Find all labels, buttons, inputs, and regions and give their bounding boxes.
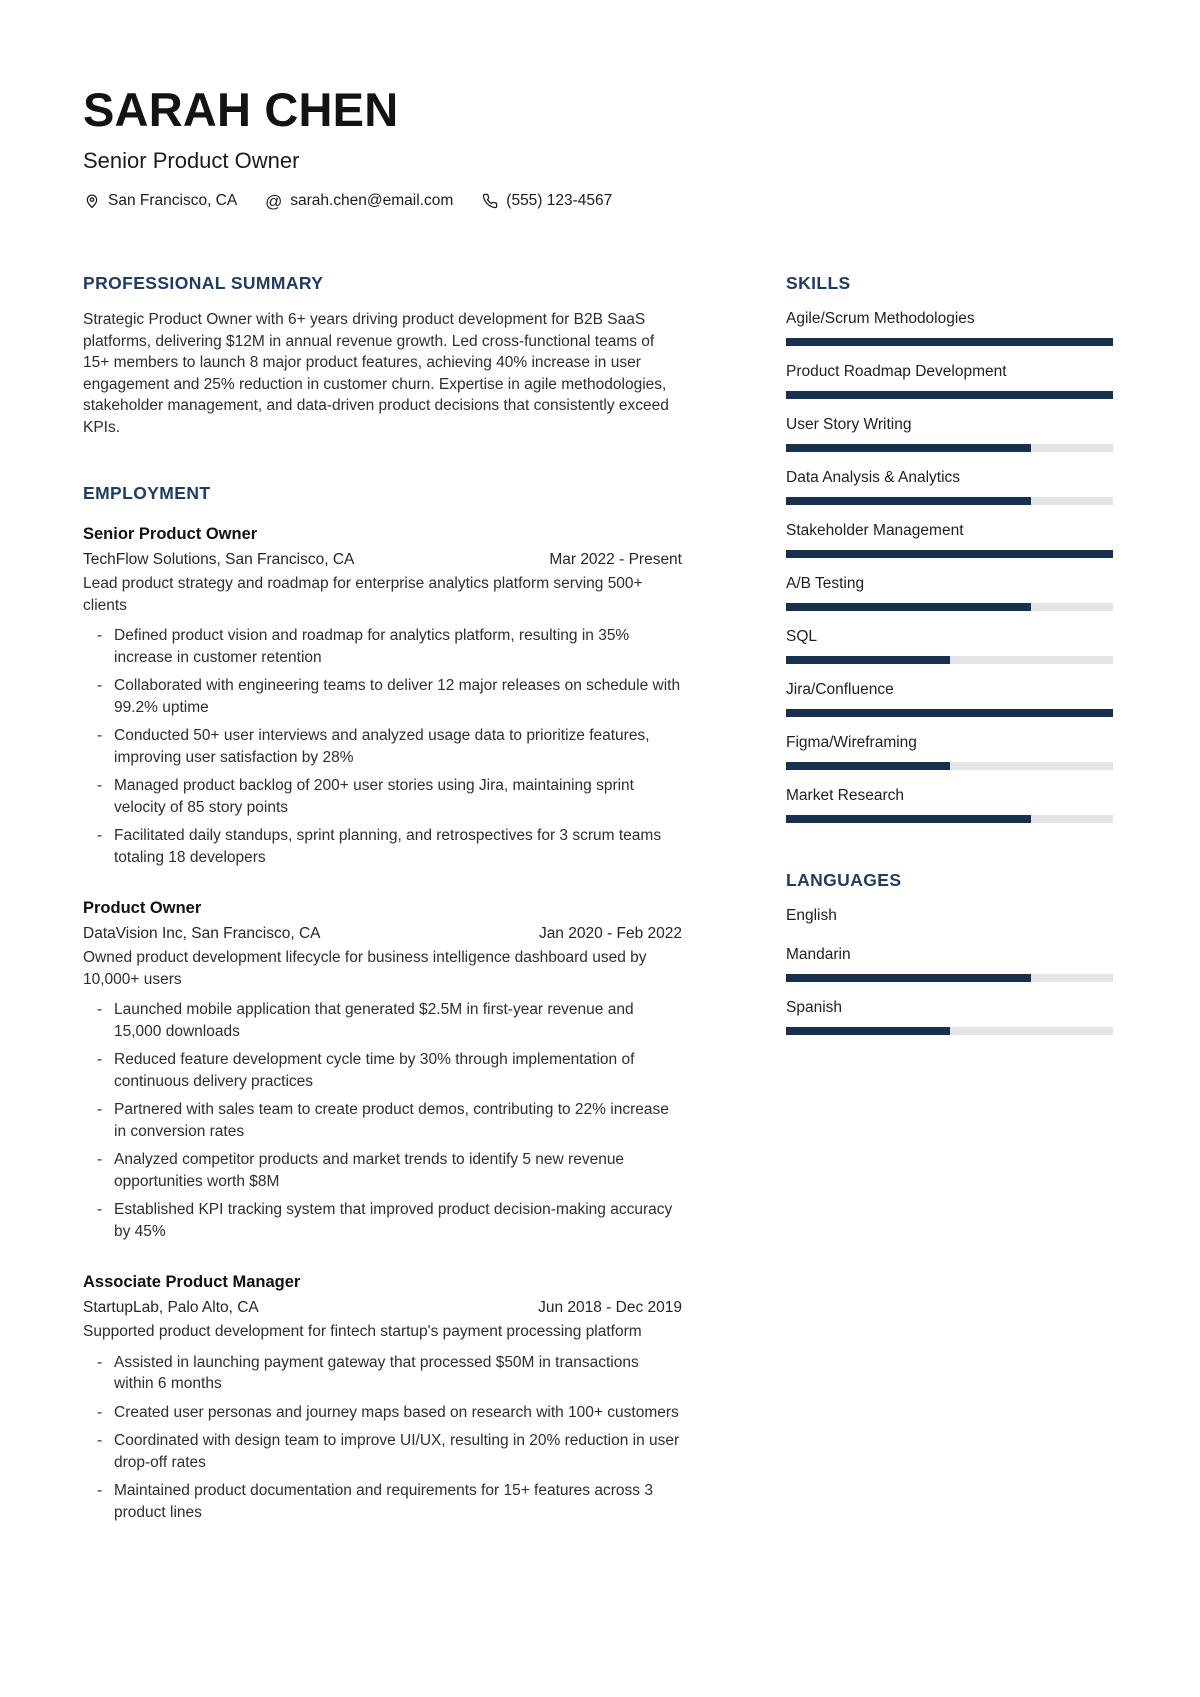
job-entry xyxy=(83,1271,682,1523)
contact-email-text: sarah.chen@email.com xyxy=(290,192,454,209)
bullet-dash-marker: - xyxy=(97,727,103,744)
skill-bar-fill xyxy=(786,444,1031,452)
skill-item xyxy=(786,786,1113,823)
professional-summary-section xyxy=(83,272,682,438)
skill-bar-track xyxy=(786,603,1113,611)
languages-heading: LANGUAGES xyxy=(786,870,902,890)
skill-bar-track xyxy=(786,709,1113,717)
job-bullet xyxy=(97,1099,682,1142)
job-dates: Jan 2020 - Feb 2022 xyxy=(538,925,682,942)
bullet-text: Defined product vision and roadmap for analytics platform, resulting in 35% increase in customer retention xyxy=(114,627,630,666)
skill-bar-fill xyxy=(786,550,1113,558)
skills-heading: SKILLS xyxy=(786,273,851,293)
skill-bar-track xyxy=(786,762,1113,770)
skill-item xyxy=(786,733,1113,770)
language-item xyxy=(786,998,1113,1035)
skill-bar-track xyxy=(786,550,1113,558)
person-name: SARAH CHEN xyxy=(83,83,399,136)
job-bullet xyxy=(97,825,682,868)
job-bullet xyxy=(97,1352,682,1395)
job-title: Senior Product Owner xyxy=(83,525,258,543)
job-entry xyxy=(83,897,682,1242)
skill-bar-fill xyxy=(786,815,1031,823)
job-bullet xyxy=(97,1402,682,1424)
skill-bar-track xyxy=(786,497,1113,505)
job-entry xyxy=(83,523,682,868)
skill-bar-fill xyxy=(786,391,1113,399)
language-bar-track xyxy=(786,1027,1113,1035)
skills-container xyxy=(786,309,1113,823)
skill-bar-fill xyxy=(786,338,1113,346)
bullet-text: Managed product backlog of 200+ user stories using Jira, maintaining sprint velocity of 85 story points xyxy=(114,777,634,816)
skill-label: Market Research xyxy=(786,787,905,804)
job-description: Lead product strategy and roadmap for enterprise analytics platform serving 500+ clients xyxy=(83,575,643,614)
bullet-dash-marker: - xyxy=(97,1482,103,1499)
skill-label: Figma/Wireframing xyxy=(786,734,917,751)
contact-email xyxy=(265,192,453,210)
job-dates: Mar 2022 - Present xyxy=(549,551,682,568)
contact-location-text: San Francisco, CA xyxy=(108,192,238,209)
job-bullet xyxy=(97,1430,682,1473)
job-title: Product Owner xyxy=(83,899,202,917)
languages-section xyxy=(786,869,1113,1035)
job-bullet xyxy=(97,1480,682,1523)
bullet-text: Analyzed competitor products and market trends to identify 5 new revenue opportunities worth $8M xyxy=(114,1151,625,1190)
bullet-text: Collaborated with engineering teams to deliver 12 major releases on schedule with 99.2% uptime xyxy=(114,677,681,716)
bullet-dash-marker: - xyxy=(97,1403,103,1421)
skill-label: SQL xyxy=(786,628,818,645)
bullet-text: Conducted 50+ user interviews and analyzed usage data to prioritize features, improving user satisfaction by 28% xyxy=(114,727,650,766)
resume-header xyxy=(83,83,1113,211)
bullet-dash-marker: - xyxy=(97,1201,103,1218)
language-bar-track xyxy=(786,974,1113,982)
job-bullet xyxy=(97,1199,682,1242)
job-meta-row xyxy=(83,549,682,570)
job-bullet xyxy=(97,725,682,768)
contact-location xyxy=(83,192,237,210)
bullet-dash-marker: - xyxy=(97,677,103,694)
skill-bar-track xyxy=(786,815,1113,823)
skill-bar-track xyxy=(786,338,1113,346)
skill-bar-fill xyxy=(786,709,1113,717)
person-job-title: Senior Product Owner xyxy=(83,148,300,173)
job-description: Supported product development for fintech startup's payment processing platform xyxy=(83,1323,642,1340)
job-bullet xyxy=(97,999,682,1042)
bullet-dash-marker: - xyxy=(97,1353,103,1371)
job-bullet-list xyxy=(83,1352,682,1524)
jobs-container xyxy=(83,523,682,1523)
job-bullet xyxy=(97,775,682,818)
professional-summary-heading: PROFESSIONAL SUMMARY xyxy=(83,273,324,293)
skill-item xyxy=(786,521,1113,558)
at-sign-icon: @ xyxy=(265,191,283,211)
bullet-dash-marker: - xyxy=(97,1051,103,1068)
language-item xyxy=(786,906,1113,926)
bullet-text: Partnered with sales team to create product demos, contributing to 22% increase in conversion rates xyxy=(114,1101,669,1140)
skill-label: Product Roadmap Development xyxy=(786,363,1007,380)
bullet-text: Facilitated daily standups, sprint planning, and retrospectives for 3 scrum teams totaling 18 developers xyxy=(114,827,662,866)
skill-label: A/B Testing xyxy=(786,575,865,592)
job-company-location: TechFlow Solutions, San Francisco, CA xyxy=(83,551,355,568)
bullet-text: Created user personas and journey maps based on research with 100+ customers xyxy=(114,1403,679,1421)
bullet-text: Established KPI tracking system that improved product decision-making accuracy by 45% xyxy=(114,1201,673,1240)
phone-icon xyxy=(481,193,498,210)
skill-bar-track xyxy=(786,391,1113,399)
bullet-text: Maintained product documentation and requirements for 15+ features across 3 product lines xyxy=(114,1482,653,1521)
bullet-dash-marker: - xyxy=(97,827,103,844)
job-bullet xyxy=(97,1049,682,1092)
job-bullet xyxy=(97,625,682,668)
bullet-dash-marker: - xyxy=(97,1001,103,1018)
professional-summary-text: Strategic Product Owner with 6+ years driving product development for B2B SaaS platforms, delivering $12M in annual revenue growth. Led cross-functional teams of 15+ members to launch 8 major product features, achieving 40% increase in user engagement and 25% reduction in customer churn. Expertise in agile methodologies, stakeholder management, and data-driven product decisions that consistently exceed KPIs. xyxy=(83,311,669,436)
job-company-location: DataVision Inc, San Francisco, CA xyxy=(83,925,321,942)
language-label: Mandarin xyxy=(786,946,851,963)
bullet-text: Reduced feature development cycle time by 30% through implementation of continuous delivery practices xyxy=(114,1051,635,1090)
bullet-dash-marker: - xyxy=(97,1432,103,1449)
job-title: Associate Product Manager xyxy=(83,1273,301,1291)
employment-heading: EMPLOYMENT xyxy=(83,483,211,503)
language-label: English xyxy=(786,907,837,924)
skill-item xyxy=(786,680,1113,717)
skill-bar-track xyxy=(786,444,1113,452)
skill-label: User Story Writing xyxy=(786,416,912,433)
bullet-text: Assisted in launching payment gateway that processed $50M in transactions within 6 months xyxy=(114,1353,639,1392)
job-bullet xyxy=(97,675,682,718)
contact-row xyxy=(83,192,1113,210)
contact-phone-text: (555) 123-4567 xyxy=(506,192,613,209)
bullet-text: Launched mobile application that generated $2.5M in first-year revenue and 15,000 downloads xyxy=(114,1001,634,1040)
skill-item xyxy=(786,415,1113,452)
resume-body xyxy=(83,272,1113,1530)
job-company-location: StartupLab, Palo Alto, CA xyxy=(83,1299,259,1316)
skill-bar-fill xyxy=(786,762,950,770)
language-label: Spanish xyxy=(786,999,843,1016)
job-dates: Jun 2018 - Dec 2019 xyxy=(538,1299,682,1316)
skill-item xyxy=(786,468,1113,505)
skill-label: Stakeholder Management xyxy=(786,522,964,539)
skill-item xyxy=(786,362,1113,399)
bullet-dash-marker: - xyxy=(97,1151,103,1168)
contact-phone xyxy=(481,192,612,210)
skill-label: Agile/Scrum Methodologies xyxy=(786,310,975,327)
language-bar-fill xyxy=(786,974,1031,982)
job-meta-row xyxy=(83,1297,682,1318)
skill-item xyxy=(786,309,1113,346)
sidebar-column xyxy=(786,272,1113,1530)
languages-container xyxy=(786,906,1113,1035)
bullet-dash-marker: - xyxy=(97,627,103,644)
bullet-text: Coordinated with design team to improve UI/UX, resulting in 20% reduction in user drop-off rates xyxy=(114,1432,680,1471)
bullet-dash-marker: - xyxy=(97,1101,103,1118)
job-meta-row xyxy=(83,923,682,944)
employment-section xyxy=(83,482,682,1523)
language-bar-fill xyxy=(786,1027,950,1035)
skill-label: Data Analysis & Analytics xyxy=(786,469,961,486)
bullet-dash-marker: - xyxy=(97,777,103,794)
skill-label: Jira/Confluence xyxy=(786,681,894,698)
job-bullet-list xyxy=(83,625,682,868)
job-bullet-list xyxy=(83,999,682,1242)
language-item xyxy=(786,945,1113,982)
main-column xyxy=(83,272,682,1530)
location-pin-icon xyxy=(83,193,100,210)
job-description: Owned product development lifecycle for business intelligence dashboard used by 10,000+ users xyxy=(83,949,647,988)
skills-section xyxy=(786,272,1113,823)
job-bullet xyxy=(97,1149,682,1192)
skill-bar-fill xyxy=(786,656,950,664)
skill-bar-fill xyxy=(786,497,1031,505)
skill-bar-fill xyxy=(786,603,1031,611)
skill-bar-track xyxy=(786,656,1113,664)
skill-item xyxy=(786,627,1113,664)
skill-item xyxy=(786,574,1113,611)
